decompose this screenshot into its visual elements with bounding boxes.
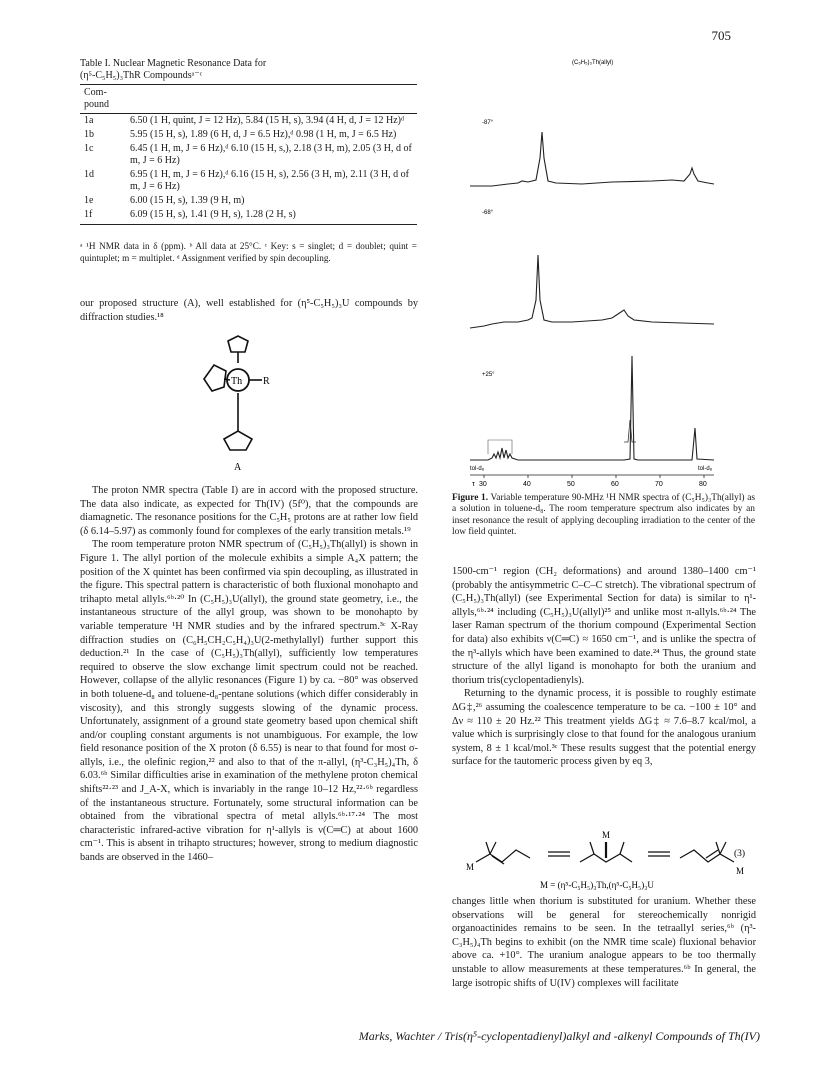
equation-definition: M = (η⁵-C₅H₅)₃Th,(η⁵-C₅H₅)₃U	[540, 880, 654, 890]
equation-number: (3)	[734, 849, 746, 859]
nmr-data-cell: 6.45 (1 H, m, J = 6 Hz),ᵈ 6.10 (15 H, s,), 2.18 (3 H, m), 2.05 (3 H, d of m, J = 6 Hz)	[130, 143, 412, 166]
structure-a-diagram	[190, 335, 300, 475]
axis-tick-label: 70	[655, 481, 663, 488]
top-cp-ring	[228, 336, 248, 352]
figure-caption-text: Variable temperature 90-MHz ¹H NMR spectra of (C₅H₅)₃Th(allyl) as a solution in toluene-d₈. The room temperature spectrum also indicates by an inset resonance the result of applying decoupling irradiation to the center of the low field quintet.	[452, 493, 756, 538]
figure-1-caption	[452, 493, 755, 539]
compound-cell: 1f	[80, 208, 126, 225]
page-number: 705	[711, 28, 731, 43]
data-column-header	[126, 85, 417, 114]
table-title-line2: (η⁵-C₅H₅)₃ThR Compoundsᵃ⁻ᶜ	[80, 70, 203, 81]
axis-tick-label: 30	[479, 481, 487, 488]
nmr-data-cell: 6.09 (15 H, s), 1.41 (9 H, s), 1.28 (2 H, s)	[126, 208, 417, 225]
eq-m-left: M	[466, 862, 475, 872]
structure-intro-paragraph	[80, 297, 418, 324]
temp-label-plus-25: +25°	[482, 372, 495, 378]
left-allyl-structure	[476, 850, 530, 862]
eq-m-middle: M	[602, 830, 611, 840]
axis-tick-label: 50	[567, 481, 575, 488]
table-footnotes: ᵃ ¹H NMR data in δ (ppm). ᵇ All data at 25°C. ᶜ Key: s = singlet; d = doublet; quint = quintuplet; m = multiplet. ᵈ Assignment verified by spin decoupling.	[80, 241, 417, 263]
axis-tick-label: 80	[699, 481, 707, 488]
table-row	[80, 114, 417, 129]
figure-1-nmr-spectra	[452, 50, 752, 490]
table-body	[80, 114, 417, 225]
table-row	[80, 168, 417, 194]
table-row	[80, 194, 417, 208]
spectrum-minus-68	[470, 255, 714, 328]
compound-column-header: Com- pound	[84, 87, 109, 110]
table-row	[80, 128, 417, 142]
structure-label-a: A	[234, 462, 242, 473]
axis-tau-label: τ	[472, 481, 475, 488]
structure-intro-text: our proposed structure (A), well established for (η⁵-C₅H₅)₃U compounds by diffraction studies.¹⁸	[80, 298, 418, 323]
nmr-data-cell: 6.00 (15 H, s), 1.39 (9 H, m)	[130, 195, 245, 206]
left-cp-ring	[204, 365, 226, 391]
left-column-body	[80, 484, 418, 865]
left-paragraph-1: The proton NMR spectra (Table I) are in accord with the proposed structure. The data also indicate, as expected for Th(IV) (5f⁰), that the compounds are diamagnetic. The resonance positions for the C₅H₅ protons are at rather low field (δ 6.14–5.97) as commonly found for complexes of the early transition metals.¹⁹	[80, 485, 418, 537]
right-column-body-bottom	[452, 895, 756, 990]
right-column-body-top	[452, 565, 756, 769]
figure-compound-label: (C₅H₅)₃Th(allyl)	[572, 60, 614, 66]
figure-caption-label: Figure 1.	[452, 493, 489, 503]
nmr-data-cell: 5.95 (15 H, s), 1.89 (6 H, d, J = 6.5 Hz),ᵈ 0.98 (1 H, m, J = 6.5 Hz)	[130, 129, 397, 140]
temp-label-minus-87: -87°	[482, 120, 494, 126]
table-title	[80, 58, 420, 82]
nmr-table	[80, 84, 417, 225]
equation-3-diagram	[452, 818, 756, 892]
table-header-row	[80, 85, 417, 114]
table-row	[80, 208, 417, 225]
spectrum-minus-87	[470, 132, 714, 186]
table-title-line1: Table I. Nuclear Magnetic Resonance Data for	[80, 58, 267, 69]
axis-tick-label: 40	[523, 481, 531, 488]
solvent-label-right: tol-d₈	[698, 466, 713, 472]
table-row	[80, 142, 417, 168]
r-label: R	[263, 376, 270, 387]
compound-cell: 1a	[84, 115, 94, 126]
right-paragraph-2: Returning to the dynamic process, it is possible to roughly estimate ΔG‡,²⁶ assuming the coalescence temperature to be ca. −100 ± 10° and Δν ≈ 110 ± 20 Hz.²² This treatment yields ΔG‡ ≈ 7.6–8.7 kcal/mol, a value which is surprisingly close to that found for the analogous uranium system, 8 ± 1 kcal/mol.³ᶜ These results suggest that the potential energy surface for the tautomeric process given by eq 3,	[452, 688, 756, 768]
compound-cell: 1b	[84, 129, 94, 140]
solvent-label-left: tol-d₈	[470, 466, 485, 472]
axis-tick-label: 60	[611, 481, 619, 488]
compound-cell: 1e	[84, 195, 94, 206]
eq-m-right: M	[736, 866, 745, 876]
spectrum-plus-25	[470, 356, 714, 460]
bottom-cp-ring	[224, 431, 252, 450]
right-paragraph-3: changes little when thorium is substituted for uranium. Whether these observations will be general for stereochemically nonrigid organoactinides remains to be seen. In the tetraallyl series,⁶ᵇ (η³-C₃H₅)₄Th begins to exhibit (on the NMR time scale) fluxional behavior above ca. +10°. The uranium analogue appears to be too thermally unstable to allow measurements at these temperatures.⁶ᵇ In general, the large isotropic shifts of U(IV) complexes will facilitate	[452, 896, 756, 989]
compound-cell: 1d	[84, 169, 94, 180]
nmr-data-cell: 6.50 (1 H, quint, J = 12 Hz), 5.84 (15 H, s), 3.94 (4 H, d, J = 12 Hz)ᵈ	[130, 115, 405, 126]
nmr-data-cell: 6.95 (1 H, m, J = 6 Hz),ᵈ 6.16 (15 H, s), 2.56 (3 H, m), 2.11 (3 H, d of m, J = 6 Hz)	[130, 169, 409, 192]
th-label: Th	[231, 376, 243, 387]
compound-cell: 1c	[84, 143, 94, 154]
x-axis-ticks	[479, 475, 707, 488]
running-footer: Marks, Wachter / Tris(η⁵-cyclopentadienyl)alkyl and -alkenyl Compounds of Th(IV)	[358, 1029, 760, 1043]
left-paragraph-2: The room temperature proton NMR spectrum of (C₅H₅)₃Th(allyl) is shown in Figure 1. The allyl portion of the molecule exhibits a simple A₄X pattern; the position of the X quintet has been confirmed via spin decoupling, as illustrated in the figure. This spectral pattern is characteristic of both fluxional monohapto and trihapto metal allyls.⁶ᵇ·²⁰ In (C₅H₅)₃U(allyl), the ground state geometry, i.e., the instantaneous structure of the allyl group, was shown to be monohapto by variable temperature ¹H NMR studies and by the infrared spectrum.³ᶜ X-Ray diffraction studies on (C₆H₅CH₂C₅H₄)₃U(2-methylallyl) further support this deduction.²¹ In the case of (C₅H₅)₃Th(allyl), sufficiently low temperatures required to observe the slow exchange limit spectrum could not be reached. However, collapse of the allylic resonances (Figure 1) by ca. −80° was observed in both toluene-d₈ and toluene-d₈-pentane solutions (which differ considerably in viscosity), and this strongly suggests slowing of the dynamic process. Unfortunately, assignment of a ground state geometry based upon chemical shift and/or coupling constant arguments is not unambiguous. For example, the low field resonance position of the X proton (δ 6.55) is near to that found for most σ-allyls, i.e., the olefinic region,²² and also to that of the π-allyl, (η³-C₃H₅)₄Th, δ 6.03.⁶ᵇ Similar difficulties arise in examination of the methylene proton chemical shifts²²·²³ and J_A-X, which is invariably in the range 10–12 Hz,²²·⁶ᵇ regardless of the instantaneous structure. Fortunately, some structural information can be obtained from the vibrational spectra of metal allyls.⁶ᵇ·¹⁷·²⁴ The most characteristic infrared-active vibration for η¹-allyls is ν(C═C) at about 1600 cm⁻¹. This is absent in trihapto structures; however, strong to medium diagnostic bands are observed in the 1460–	[80, 539, 418, 864]
temp-label-minus-68: -68°	[482, 210, 494, 216]
right-paragraph-1: 1500-cm⁻¹ region (CH₂ deformations) and around 1380–1400 cm⁻¹ (probably the antisymmetric C–C–C stretch). The vibrational spectrum of (C₅H₅)₃Th(allyl) (see Experimental Section for data) is similar to η¹-allyls,⁶ᵇ·²⁴ including (C₅H₅)₃U(allyl)²⁵ and unlike most π-allyls.⁶ᵇ·²⁴ The laser Raman spectrum of the thorium compound (Experimental Section for data) also exhibits ν(C═C) ≈ 1650 cm⁻¹, and is unlike the spectra of the η³-allyls which have been examined to date.²⁴ Thus, the ground state structure of the allyl ligand is monohapto for both the uranium and thorium tris(cyclopentadienyls).	[452, 566, 756, 686]
